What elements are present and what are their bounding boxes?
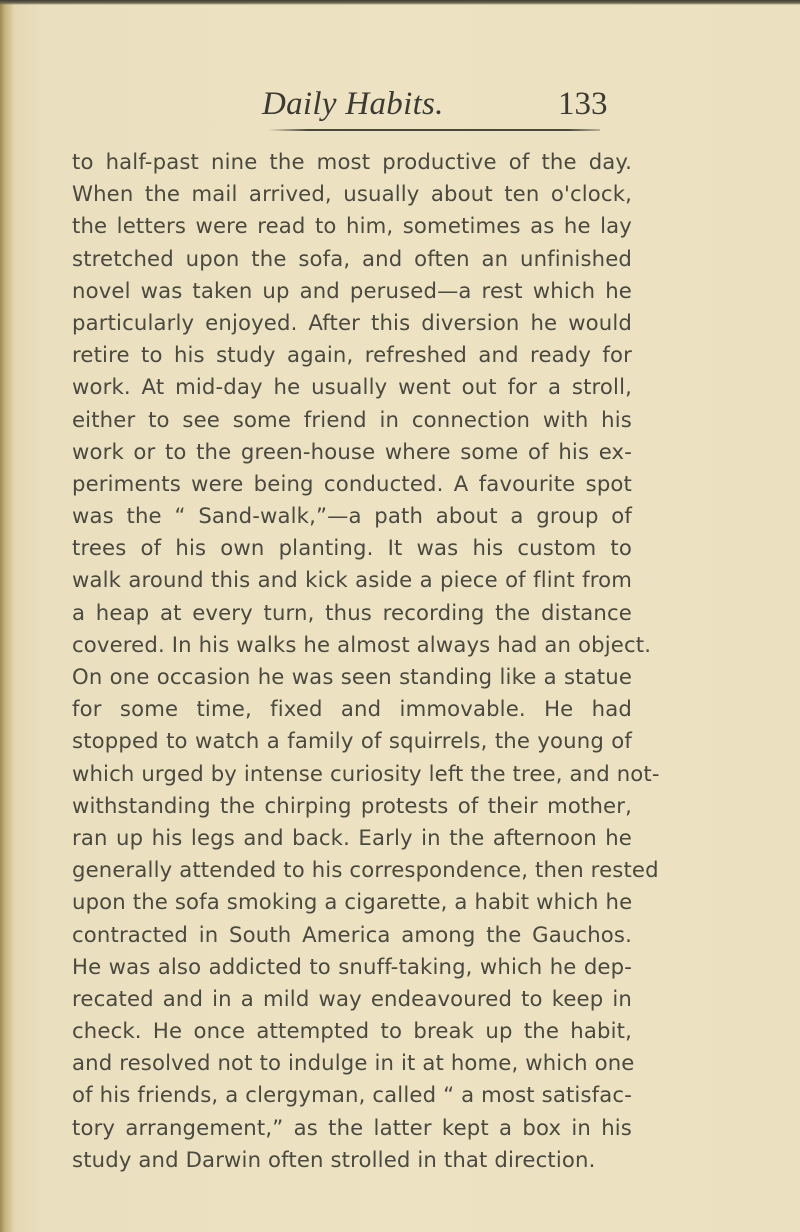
text-line: to half-past nine the most productive of the day. (72, 149, 632, 174)
page-number: 133 (558, 86, 608, 122)
body-text (72, 146, 660, 1176)
text-line: particularly enjoyed. After this diversion he would (72, 309, 632, 335)
header-rule (268, 129, 600, 131)
text-line: study and Darwin often strolled in that direction. (72, 1146, 596, 1172)
text-line: recated and in a mild way endeavoured to keep in (72, 985, 632, 1011)
text-line: and resolved not to indulge in it at home, which one (72, 1050, 635, 1076)
text-line: novel was taken up and perused—a rest which he (72, 277, 632, 303)
text-line: a heap at every turn, thus recording the distance (72, 599, 632, 625)
text-line: the letters were read to him, sometimes as he lay (72, 213, 632, 239)
text-line: contracted in South America among the Gauchos. (72, 921, 632, 947)
text-line: ran up his legs and back. Early in the afternoon he (72, 824, 632, 850)
text-line: either to see some friend in connection with his (72, 406, 632, 432)
text-line: When the mail arrived, usually about ten o'clock, (72, 181, 632, 207)
text-line: periments were being conducted. A favourite spot (72, 470, 632, 496)
page-spine-edge (0, 0, 14, 1232)
text-line: generally attended to his correspondence, then rested (72, 857, 659, 883)
text-line: was the “ Sand-walk,”—a path about a group of (72, 503, 632, 529)
page-top-edge (0, 0, 800, 5)
text-line: covered. In his walks he almost always had an object. (72, 631, 652, 657)
text-line: withstanding the chirping protests of their mother, (72, 792, 632, 818)
text-line: stopped to watch a family of squirrels, the young of (72, 728, 632, 754)
text-line: tory arrangement,” as the latter kept a box in his (72, 1114, 632, 1140)
text-line: upon the sofa smoking a cigarette, a habit which he (72, 889, 633, 915)
text-line: for some time, fixed and immovable. He had (72, 696, 632, 722)
running-title: Daily Habits. (262, 86, 444, 122)
text-line: of his friends, a clergyman, called “ a most satisfac- (72, 1082, 632, 1108)
text-line: which urged by intense curiosity left the tree, and not- (72, 760, 660, 786)
text-line: On one occasion he was seen standing like a statue (72, 664, 632, 689)
text-line: He was also addicted to snuff-taking, which he dep- (72, 953, 632, 979)
text-line: work. At mid-day he usually went out for a stroll, (72, 374, 632, 400)
text-line: check. He once attempted to break up the habit, (72, 1018, 632, 1044)
text-line: retire to his study again, refreshed and ready for (72, 342, 632, 368)
text-line: stretched upon the sofa, and often an unfinished (72, 245, 632, 271)
text-line: work or to the green-house where some of his ex- (72, 438, 632, 464)
text-line: walk around this and kick aside a piece of flint from (72, 567, 632, 593)
running-header (0, 86, 800, 126)
text-line: trees of his own planting. It was his custom to (72, 535, 632, 561)
